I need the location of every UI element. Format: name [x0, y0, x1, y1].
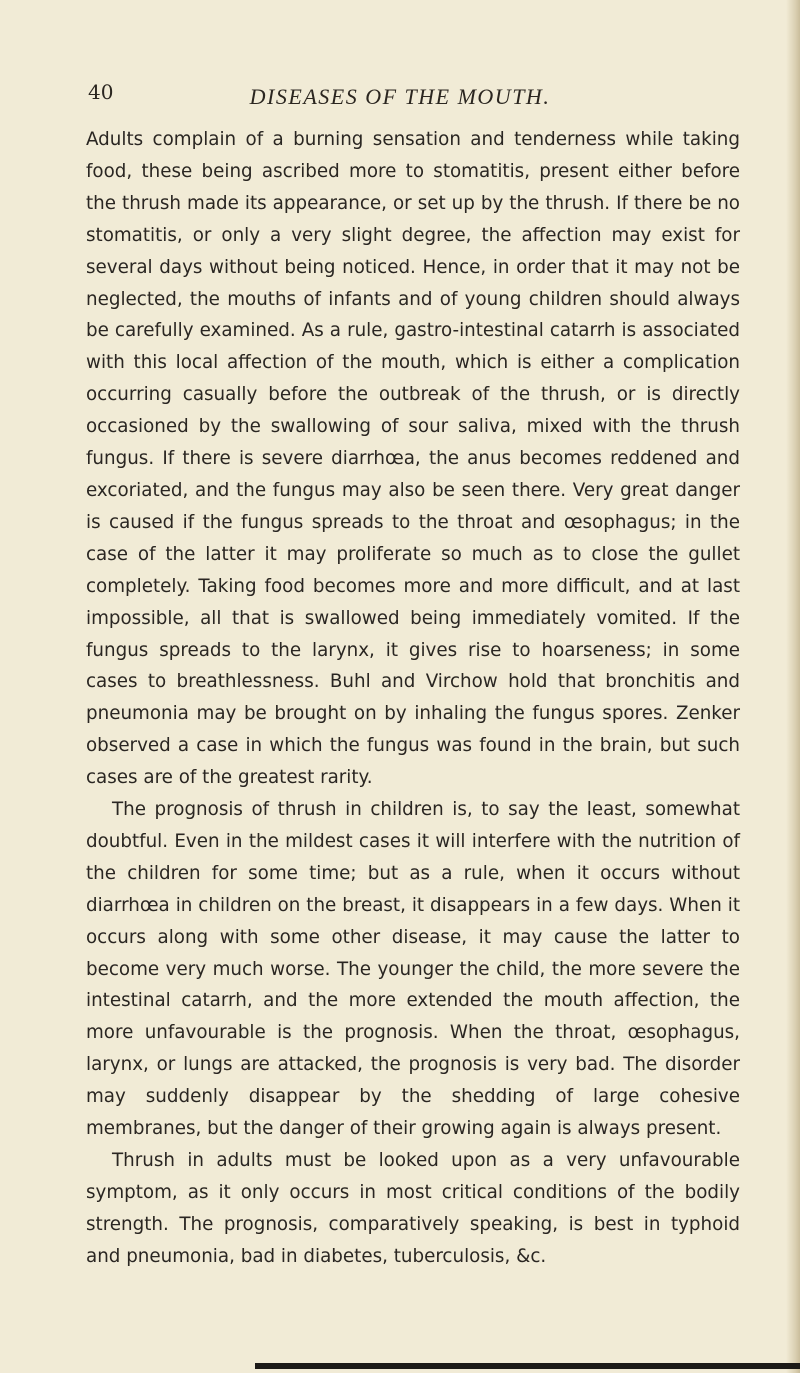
page-edge-shadow [786, 0, 800, 1373]
bottom-scan-edge [255, 1363, 800, 1369]
paragraph-adult-symptoms: Adults complain of a burning sensation and tenderness while taking food, these being ascribed more to stomatitis, present either before the thrush made its appearance, or set up by the thrush. If there be no stomatitis, or only a very slight degree, the affection may exist for several days without being noticed. Hence, in order that it may not be neglected, the mouths of infants and of young children should always be carefully examined. As a rule, gastro-intestinal catarrh is associated with this local affection of the mouth, which is either a complication occurring casually before the outbreak of the thrush, or is directly occasioned by the swallowing of sour saliva, mixed with the thrush fungus. If there is severe diarrhœa, the anus becomes reddened and excoriated, and the fungus may also be seen there. Very great danger is caused if the fungus spreads to the throat and œsophagus; in the case of the latter it may proliferate so much as to close the gullet completely. Taking food becomes more and more difficult, and at last impossible, all that is swallowed being immediately vomited. If the fungus spreads to the larynx, it gives rise to hoarseness; in some cases to breathlessness. Buhl and Virchow hold that bronchitis and pneumonia may be brought on by inhaling the fungus spores. Zenker observed a case in which the fungus was found in the brain, but such cases are of the greatest rarity. [86, 129, 740, 789]
paragraph-prognosis-adults: Thrush in adults must be looked upon as a very unfavourable symptom, as it only occurs in most critical conditions of the bodily strength. The prognosis, comparatively speaking, is best in typhoid and pneumonia, bad in diabetes, tuberculosis, &c. [86, 1150, 740, 1267]
page-number: 40 [88, 80, 114, 104]
body-text [86, 124, 740, 1273]
paragraph-prognosis-children: The prognosis of thrush in children is, to say the least, somewhat doubtful. Even in the mildest cases it will interfere with the nutrition of the children for some time; but as a rule, when it occurs without diarrhœa in children on the breast, it disappears in a few days. When it occurs along with some other disease, it may cause the latter to become very much worse. The younger the child, the more severe the intestinal catarrh, and the more extended the mouth affection, the more unfavourable is the prognosis. When the throat, œsophagus, larynx, or lungs are attacked, the prognosis is very bad. The disorder may suddenly disappear by the shedding of large cohesive membranes, but the danger of their growing again is always present. [86, 799, 740, 1140]
running-head: DISEASES OF THE MOUTH. [249, 84, 551, 109]
